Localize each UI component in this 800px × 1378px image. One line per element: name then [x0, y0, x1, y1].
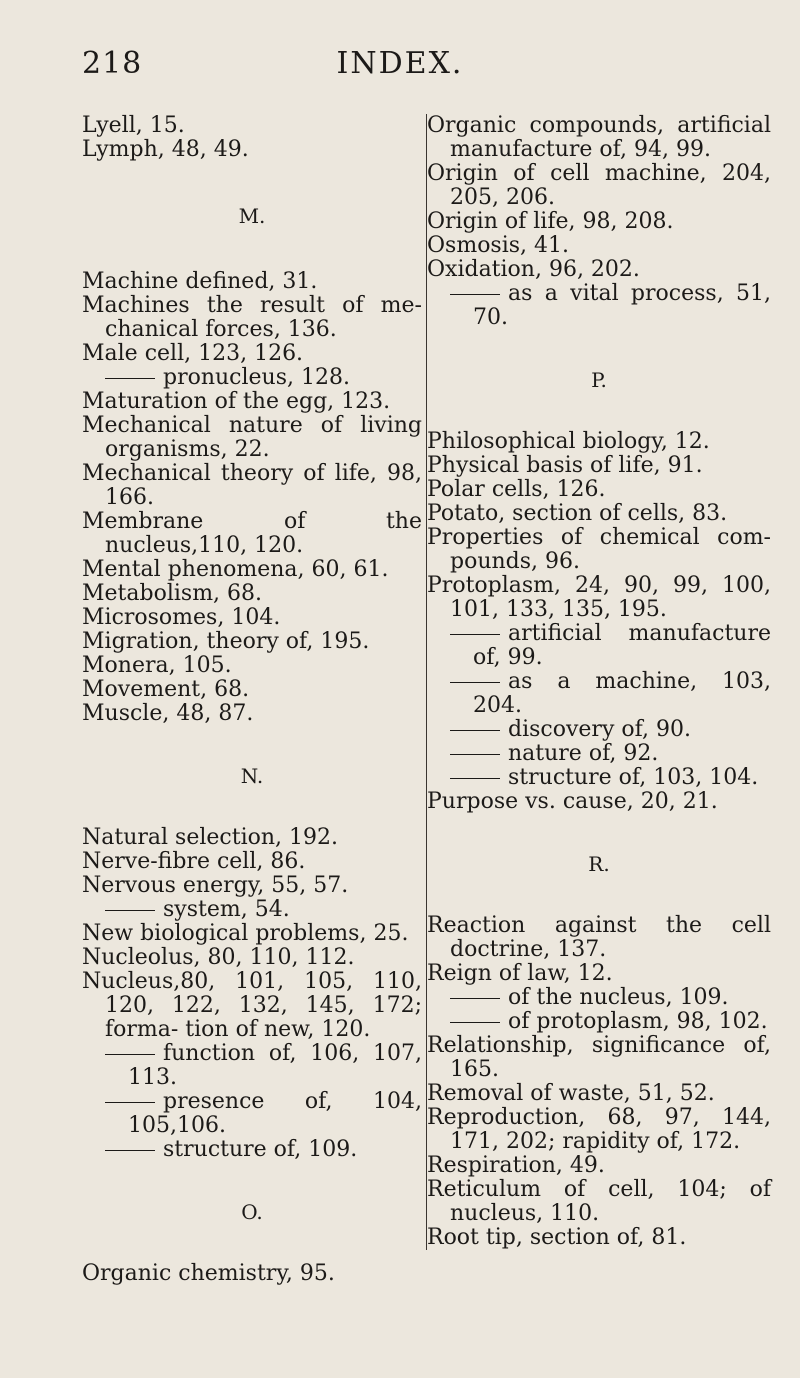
index-entry: Mental phenomena, 60, 61.	[82, 557, 389, 582]
index-subentry: system, 54.	[82, 898, 422, 922]
index-subentry: structure of, 103, 104.	[427, 766, 771, 790]
index-entry: Organic chemistry, 95.	[82, 1261, 335, 1286]
section-letter-m: M.	[238, 204, 266, 228]
index-entry: Physical basis of life, 91.	[427, 453, 703, 478]
index-subentry: nature of, 92.	[427, 742, 771, 766]
index-entry: Reproduction, 68, 97, 144, 171, 202; rapidity of, 172.	[427, 1105, 771, 1154]
index-subentry: structure of, 109.	[82, 1138, 422, 1162]
index-entry: Origin of life, 98, 208.	[427, 209, 674, 234]
running-title: INDEX.	[336, 46, 464, 81]
index-entry: Nerve-fibre cell, 86.	[82, 849, 306, 874]
index-entry: Removal of waste, 51, 52.	[427, 1081, 715, 1106]
index-entry: Lymph, 48, 49.	[82, 137, 249, 162]
index-entry: Nucleolus, 80, 110, 112.	[82, 945, 355, 970]
index-entry: Muscle, 48, 87.	[82, 701, 254, 726]
index-entry: Nervous energy, 55, 57.	[82, 873, 349, 898]
index-subentry: function of, 106, 107, 113.	[82, 1042, 422, 1090]
index-entry: Machine defined, 31.	[82, 269, 318, 294]
index-entry: Mechanical theory of life, 98, 166.	[82, 461, 422, 510]
section-letter-r: R.	[588, 852, 610, 876]
index-subentry: presence of, 104, 105,106.	[82, 1090, 422, 1138]
index-entry: Reign of law, 12.	[427, 961, 613, 986]
index-entry: Purpose vs. cause, 20, 21.	[427, 789, 718, 814]
index-entry: Microsomes, 104.	[82, 605, 281, 630]
index-entry: Properties of chemical com- pounds, 96.	[427, 525, 771, 574]
index-column-left	[82, 114, 422, 1286]
index-entry: Oxidation, 96, 202.	[427, 257, 640, 282]
index-subentry: artificial manufacture of, 99.	[427, 622, 771, 670]
index-entry: Root tip, section of, 81.	[427, 1225, 687, 1250]
index-column-right	[426, 114, 771, 1250]
index-entry: Mechanical nature of living organisms, 22.	[82, 413, 422, 462]
section-letter-n: N.	[240, 764, 264, 788]
index-entry: Migration, theory of, 195.	[82, 629, 370, 654]
index-entry: Nucleus,80, 101, 105, 110, 120, 122, 132, 145, 172; forma- tion of new, 120.	[82, 969, 422, 1042]
index-entry: Metabolism, 68.	[82, 581, 263, 606]
index-entry: Relationship, significance of, 165.	[427, 1033, 771, 1082]
index-entry: Monera, 105.	[82, 653, 232, 678]
index-subentry: as a vital process, 51, 70.	[427, 282, 771, 330]
index-entry: Male cell, 123, 126.	[82, 341, 304, 366]
index-entry: Potato, section of cells, 83.	[427, 501, 728, 526]
index-entry: Lyell, 15.	[82, 113, 185, 138]
index-entry: Machines the result of me- chanical forces, 136.	[82, 293, 422, 342]
page-header	[0, 46, 800, 86]
index-subentry: of protoplasm, 98, 102.	[427, 1010, 771, 1034]
index-entry: Reaction against the cell doctrine, 137.	[427, 913, 771, 962]
index-entry: New biological problems, 25.	[82, 921, 409, 946]
index-entry: Philosophical biology, 12.	[427, 429, 710, 454]
page-number: 218	[82, 46, 143, 81]
index-subentry: pronucleus, 128.	[82, 366, 422, 390]
index-entry: Reticulum of cell, 104; of nucleus, 110.	[427, 1177, 771, 1226]
section-letter-p: P.	[591, 368, 607, 392]
index-entry: Osmosis, 41.	[427, 233, 570, 258]
index-subentry: as a machine, 103, 204.	[427, 670, 771, 718]
index-entry: Protoplasm, 24, 90, 99, 100, 101, 133, 135, 195.	[427, 573, 771, 622]
index-entry: Polar cells, 126.	[427, 477, 606, 502]
index-subentry: discovery of, 90.	[427, 718, 771, 742]
index-entry: Organic compounds, artificial manufacture of, 94, 99.	[427, 113, 771, 162]
index-entry: Movement, 68.	[82, 677, 250, 702]
index-entry: Origin of cell machine, 204, 205, 206.	[427, 161, 771, 210]
index-entry: Natural selection, 192.	[82, 825, 338, 850]
index-entry: Membrane of the nucleus,110, 120.	[82, 509, 422, 558]
index-subentry: of the nucleus, 109.	[427, 986, 771, 1010]
section-letter-o: O.	[241, 1200, 263, 1224]
index-entry: Maturation of the egg, 123.	[82, 389, 391, 414]
index-entry: Respiration, 49.	[427, 1153, 605, 1178]
